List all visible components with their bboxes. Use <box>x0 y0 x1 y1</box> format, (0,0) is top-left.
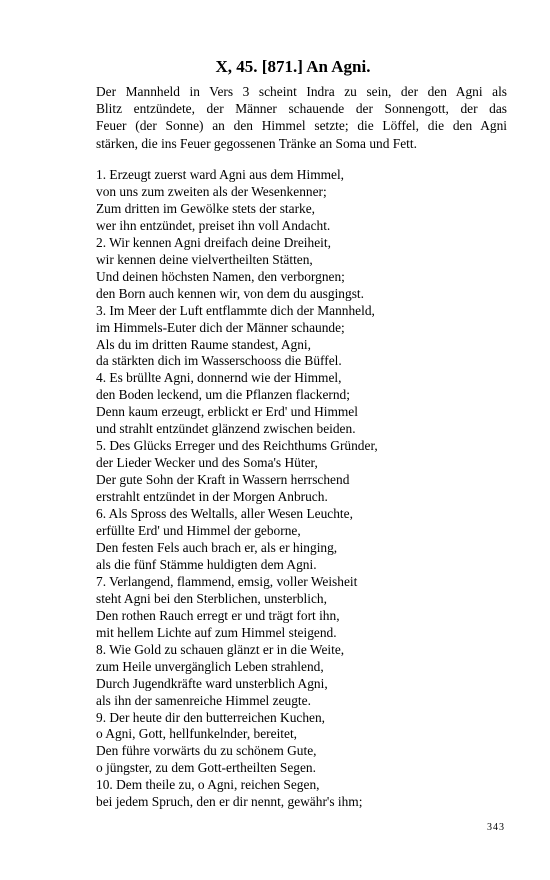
intro-paragraph <box>96 83 507 152</box>
verse-line: als die fünf Stämme huldigten dem Agni. <box>96 556 317 572</box>
verse-line: Durch Jugendkräfte ward unsterblich Agni, <box>96 675 328 691</box>
verse-line: 5. Des Glücks Erreger und des Reichthums Gründer, <box>96 438 378 454</box>
verse-line: Den rothen Rauch erregt er und trägt fort ihn, <box>96 607 340 623</box>
verse-line: Den führe vorwärts du zu schönem Gute, <box>96 743 317 759</box>
verse-line: o Agni, Gott, hellfunkelnder, bereitet, <box>96 726 298 742</box>
verse-line: 1. Erzeugt zuerst ward Agni aus dem Himmel, <box>96 167 345 182</box>
verse-line: 3. Im Meer der Luft entflammte dich der Mannheld, <box>96 302 375 318</box>
verse-line: wir kennen deine vielvertheilten Stätten, <box>96 251 313 267</box>
verse-line: erstrahlt entzündet in der Morgen Anbruch. <box>96 489 328 505</box>
intro-line: Der Mannheld in Vers 3 scheint Indra zu sein, der den Agni als <box>96 84 507 99</box>
verse-line: 2. Wir kennen Agni dreifach deine Dreiheit, <box>96 234 331 250</box>
verse-line: erfüllte Erd' und Himmel der geborne, <box>96 523 301 539</box>
verse-line: zum Heile unvergänglich Leben strahlend, <box>96 658 324 674</box>
verse-line: Den festen Fels auch brach er, als er hinging, <box>96 539 338 555</box>
intro-line: Blitz entzündete, der Männer schauende der Sonnengott, der das <box>96 101 507 117</box>
verse-line: 4. Es brüllte Agni, donnernd wie der Himmel, <box>96 370 342 386</box>
verse-line: 7. Verlangend, flammend, emsig, voller Weisheit <box>96 573 358 589</box>
verse-line: den Born auch kennen wir, von dem du ausgingst. <box>96 285 364 301</box>
verse-line: 10. Dem theile zu, o Agni, reichen Segen, <box>96 777 320 793</box>
intro-line: Feuer (der Sonne) an den Himmel setzte; die Löffel, die den Agni <box>96 118 507 134</box>
verse-line: bei jedem Spruch, den er dir nennt, gewähr's ihm; <box>96 794 363 810</box>
page-title: X, 45. [871.] An Agni. <box>215 57 371 76</box>
verse-block <box>96 167 516 811</box>
verse-line: von uns zum zweiten als der Wesenkenner; <box>96 183 327 199</box>
verse-line: Als du im dritten Raume standest, Agni, <box>96 336 311 352</box>
verse-line: Der gute Sohn der Kraft in Wassern herrschend <box>96 472 350 488</box>
verse-line: als ihn der samenreiche Himmel zeugte. <box>96 692 311 708</box>
verse-line: wer ihn entzündet, preiset ihn voll Andacht. <box>96 217 331 233</box>
verse-line: steht Agni bei den Sterblichen, unsterblich, <box>96 590 327 606</box>
verse-line: Zum dritten im Gewölke stets der starke, <box>96 200 316 216</box>
verse-line: und strahlt entzündet glänzend zwischen beiden. <box>96 421 356 437</box>
verse-line: 9. Der heute dir den butterreichen Kuchen, <box>96 709 326 725</box>
verse-line: Und deinen höchsten Namen, den verborgnen; <box>96 268 345 284</box>
verse-line: mit hellem Lichte auf zum Himmel steigend. <box>96 624 337 640</box>
verse-line: o jüngster, zu dem Gott-ertheilten Segen. <box>96 760 316 776</box>
verse-line: im Himmels-Euter dich der Männer schaunde; <box>96 319 345 335</box>
intro-line: stärken, die ins Feuer gegossenen Tränke an Soma und Fett. <box>96 135 417 151</box>
verse-line: den Boden leckend, um die Pflanzen flackernd; <box>96 387 350 403</box>
page-number: 343 <box>487 822 505 833</box>
verse-line: da stärkten dich im Wasserschooss die Büffel. <box>96 353 342 369</box>
verse-line: 6. Als Spross des Weltalls, aller Wesen Leuchte, <box>96 506 353 522</box>
verse-line: Denn kaum erzeugt, erblickt er Erd' und Himmel <box>96 404 358 420</box>
verse-line: 8. Wie Gold zu schauen glänzt er in die Weite, <box>96 641 345 657</box>
verse-line: der Lieder Wecker und des Soma's Hüter, <box>96 455 318 471</box>
